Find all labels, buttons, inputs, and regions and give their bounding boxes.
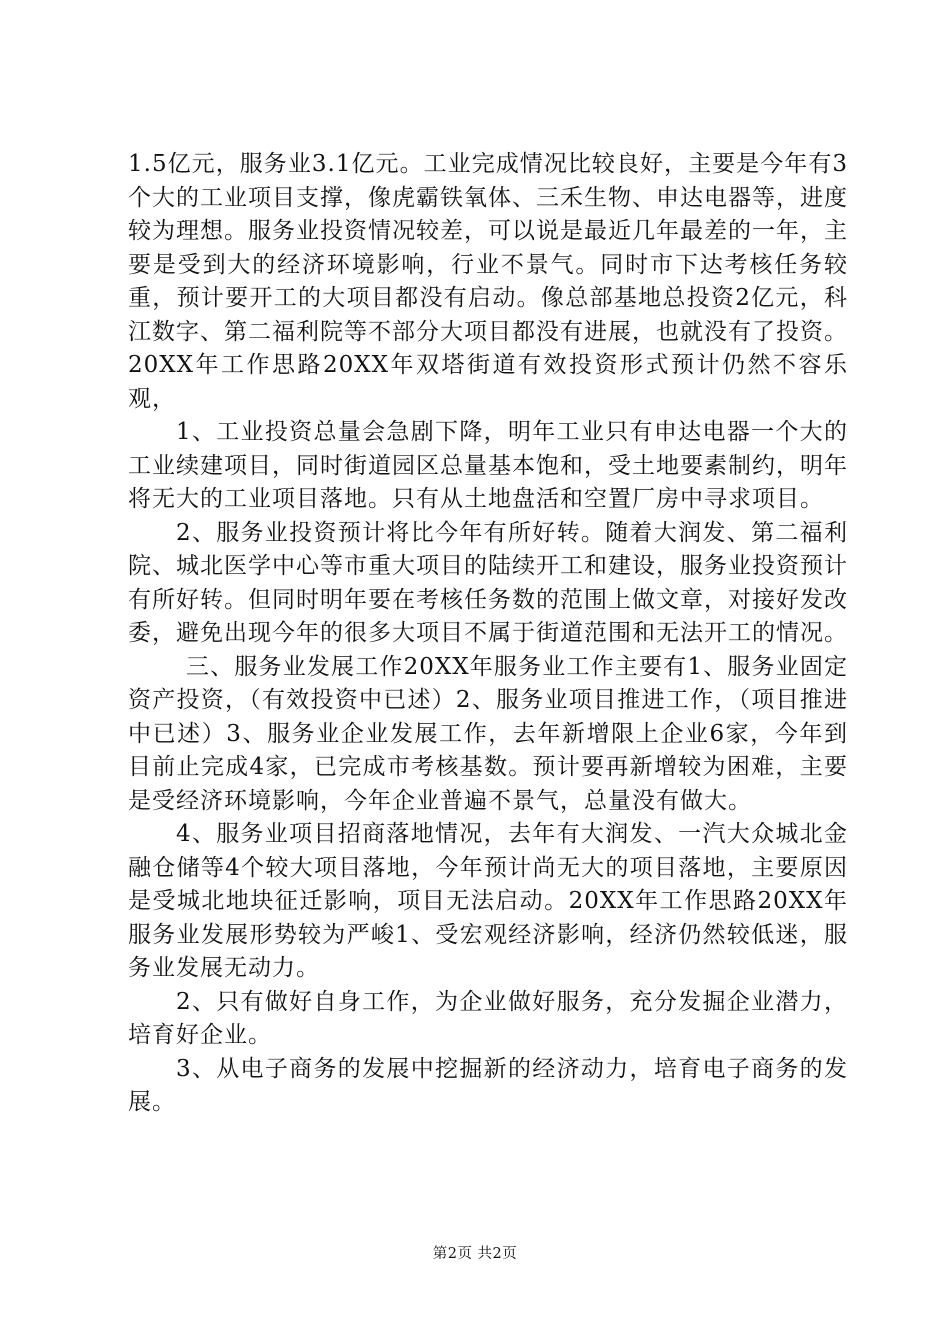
paragraph-service-development: 三、服务业发展工作20XX年服务业工作主要有1、服务业固定资产投资，（有效投资中已述）2、服务业项目推进工作，（项目推进中已述）3、服务业企业发展工作，去年新增限上企业6家，今年到目前止完成4家，已完成市考核基数。预计要再新增较为困难，主要是受经济环境影响，今年企业普遍不景气，总量没有做大。	[128, 653, 848, 814]
paragraph-industrial-investment: 1、工业投资总量会急剧下降，明年工业只有申达电器一个大的工业续建项目，同时街道园区总量基本饱和，受土地要素制约，明年将无大的工业项目落地。只有从土地盘活和空置厂房中寻求项目。	[128, 419, 848, 512]
document-body	[128, 148, 848, 1120]
paragraph-self-work: 2、只有做好自身工作，为企业做好服务，充分发掘企业潜力，培育好企业。	[128, 988, 848, 1048]
paragraph-project-landing: 4、服务业项目招商落地情况，去年有大润发、一汽大众城北金融仓储等4个较大项目落地，今年预计尚无大的项目落地，主要原因是受城北地块征迁影响，项目无法启动。20XX年工作思路20XX年服务业发展形势较为严峻1、受宏观经济影响，经济仍然较低迷，服务业发展无动力。	[128, 821, 848, 981]
paragraph-service-investment: 2、服务业投资预计将比今年有所好转。随着大润发、第二福利院、城北医学中心等市重大项目的陆续开工和建设，服务业投资预计有所好转。但同时明年要在考核任务数的范围上做文章，对接好发改委，避免出现今年的很多大项目不属于街道范围和无法开工的情况。	[128, 519, 848, 646]
paragraph-investment-summary: 1.5亿元，服务业3.1亿元。工业完成情况比较良好，主要是今年有3个大的工业项目支撑，像虎霸铁氧体、三禾生物、申达电器等，进度较为理想。服务业投资情况较差，可以说是最近几年最差的一年，主要是受到大的经济环境影响，行业不景气。同时市下达考核任务较重，预计要开工的大项目都没有启动。像总部基地总投资2亿元，科江数字、第二福利院等不部分大项目都没有进展，也就没有了投资。20XX年工作思路20XX年双塔街道有效投资形式预计仍然不容乐观，	[128, 151, 848, 412]
page-number-footer: 第2页 共2页	[432, 1246, 518, 1262]
paragraph-ecommerce: 3、从电子商务的发展中挖掘新的经济动力，培育电子商务的发展。	[128, 1055, 848, 1115]
